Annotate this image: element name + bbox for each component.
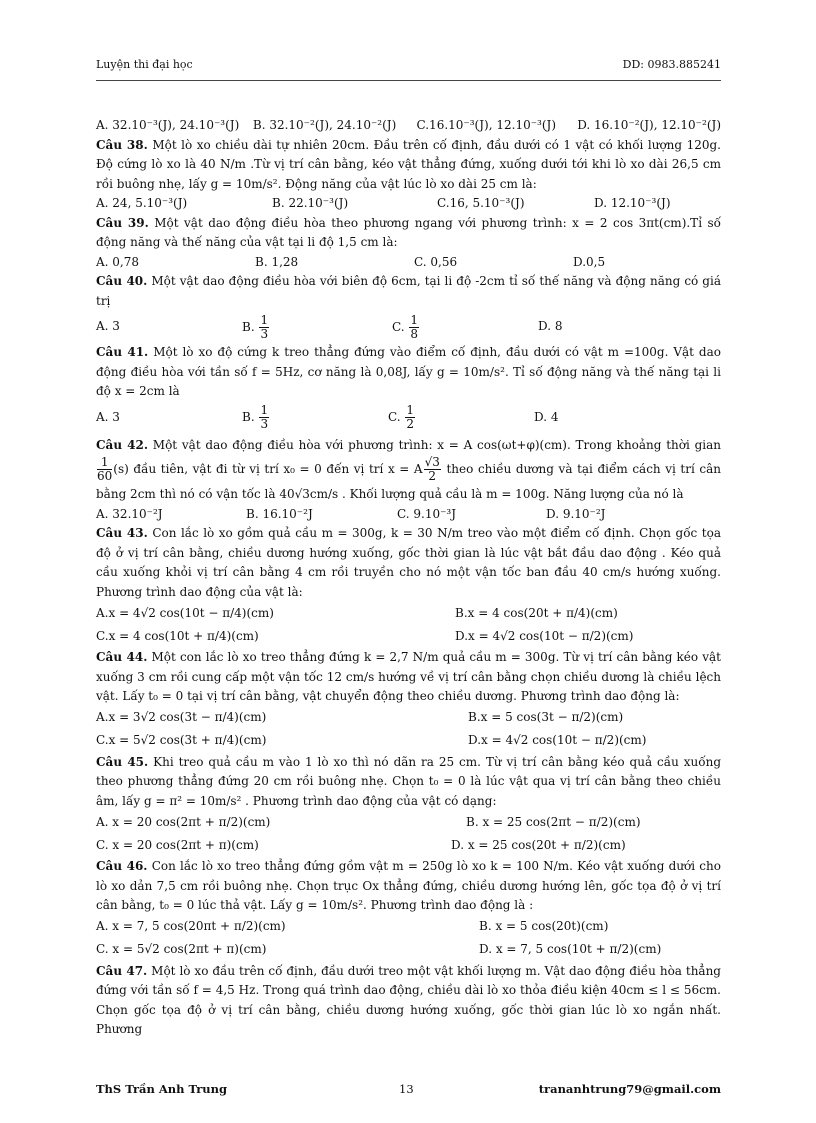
q46-options-row-1 — [96, 916, 721, 939]
q43-options-row-2 — [96, 625, 721, 648]
q40-text: Một vật dao động điều hòa với biên độ 6cm, tại li độ -2cm tỉ số thế năng và động năng có giá trị — [96, 274, 721, 308]
q40-options — [96, 311, 721, 343]
q45-option-c: C. x = 20 cos(2πt + π)(cm) — [96, 837, 259, 852]
q45-options-row-2 — [96, 834, 721, 857]
q40-b-denominator: 3 — [260, 326, 269, 341]
q43-stem — [96, 524, 721, 602]
q42-option-c: C. 9.10⁻³J — [397, 506, 457, 521]
q46-option-a: A. x = 7, 5 cos(20πt + π/2)(cm) — [96, 919, 286, 934]
q40-option-a: A. 3 — [96, 319, 120, 334]
q40-option-b-fraction — [259, 314, 269, 341]
footer-email: trananhtrung79@gmail.com — [538, 1082, 721, 1096]
page-header — [96, 58, 721, 71]
q44-option-b: B.x = 5 cos(3t − π/2)(cm) — [468, 710, 624, 725]
q40-option-b-label: B. — [242, 319, 255, 334]
q38-label: Câu 38. — [96, 137, 148, 152]
q40-option-c-fraction — [409, 314, 419, 341]
q39-option-d: D.0,5 — [573, 254, 606, 269]
q45-option-a: A. x = 20 cos(2πt + π/2)(cm) — [96, 814, 271, 829]
q46-option-d: D. x = 7, 5 cos(10t + π/2)(cm) — [479, 942, 662, 957]
header-left: Luyện thi đại học — [96, 58, 193, 71]
q44-option-a: A.x = 3√2 cos(3t − π/4)(cm) — [96, 710, 267, 725]
page-content — [96, 116, 721, 1040]
q40-c-numerator: 1 — [410, 312, 419, 327]
q37-option-a: A. 32.10⁻³(J), 24.10⁻³(J) — [96, 118, 240, 132]
q42-option-d: D. 9.10⁻²J — [546, 506, 606, 521]
q42-time-unit: (s) — [113, 461, 129, 476]
q42-time-fraction — [97, 456, 112, 483]
q43-label: Câu 43. — [96, 526, 148, 540]
q41-label: Câu 41. — [96, 345, 149, 359]
q44-label: Câu 44. — [96, 650, 148, 664]
q41-b-numerator: 1 — [260, 403, 269, 417]
q41-text: Một lò xo độ cứng k treo thẳng đứng vào điểm cố định, đầu dưới có vật m =100g. Vật dao động điều hòa với tần số f = 5Hz, cơ năng là 0,08J, lấy g = 10m/s². Tỉ số động năng và thế năng tại li độ x = 2cm là — [96, 345, 721, 398]
q42-text-1: Một vật dao động điều hòa với phương trình: x = A cos(ωt+φ)(cm). Trong khoảng thời gian — [152, 437, 721, 452]
q41-b-denominator: 3 — [260, 417, 269, 431]
q39-option-a: A. 0,78 — [96, 254, 140, 269]
q43-option-d: D.x = 4√2 cos(10t − π/2)(cm) — [455, 628, 634, 643]
q46-option-b: B. x = 5 cos(20t)(cm) — [479, 919, 609, 934]
q42-position-numerator: √3 — [424, 454, 440, 469]
q44-stem — [96, 648, 721, 707]
q43-option-b: B.x = 4 cos(20t + π/4)(cm) — [455, 605, 618, 620]
q42-text-2: đầu tiên, vật đi từ vị trí x₀ = 0 đến vị trí x = A — [133, 461, 423, 476]
q38-stem — [96, 136, 721, 195]
q38-option-c: C.16, 5.10⁻³(J) — [437, 196, 525, 210]
q47-label: Câu 47. — [96, 963, 148, 978]
q38-option-d: D. 12.10⁻³(J) — [594, 196, 671, 210]
q37-option-b: B. 32.10⁻²(J), 24.10⁻²(J) — [252, 118, 397, 132]
q45-text: Khi treo quả cầu m vào 1 lò xo thì nó dãn ra 25 cm. Từ vị trí cân bằng kéo quả cầu xuống theo phương thẳng đứng 20 cm rồi buông nhẹ. Chọn t₀ = 0 là lúc vật qua vị trí cân bằng theo chiều âm, lấy g = π² = 10m/s² . Phương trình dao động của vật có dạng: — [96, 754, 722, 808]
q41-c-numerator: 1 — [406, 403, 415, 417]
q42-options — [96, 505, 721, 525]
q40-b-numerator: 1 — [260, 312, 269, 327]
q42-position-fraction — [424, 456, 441, 483]
q39-option-c: C. 0,56 — [414, 254, 458, 269]
q45-option-d: D. x = 25 cos(20t + π/2)(cm) — [451, 837, 626, 852]
q41-option-c-label: C. — [388, 410, 401, 424]
q42-stem — [96, 434, 721, 505]
q41-option-c — [388, 404, 534, 431]
q45-stem — [96, 753, 721, 812]
q42-label: Câu 42. — [96, 437, 149, 452]
q41-option-c-fraction — [405, 404, 415, 431]
q37-option-c: C.16.10⁻³(J), 12.10⁻³(J) — [416, 118, 557, 132]
q41-options — [96, 402, 721, 434]
q40-option-c-label: C. — [392, 319, 405, 334]
q39-label: Câu 39. — [96, 215, 149, 230]
q40-stem — [96, 272, 721, 311]
q47-stem — [96, 962, 721, 1040]
q41-option-b-label: B. — [242, 410, 255, 424]
q41-option-d: D. 4 — [534, 409, 559, 424]
q42-text-3: theo chiều dương và tại điểm cách vị trí cân bằng 2cm thì nó có vận tốc là 40√3cm/s . Khối lượng quả cầu là m = 100g. Năng lượng của nó là — [96, 461, 722, 501]
q40-option-b — [242, 314, 392, 341]
q42-time-numerator: 1 — [97, 456, 112, 470]
q41-option-b — [242, 404, 388, 431]
q45-label: Câu 45. — [96, 754, 149, 769]
q44-text: Một con lắc lò xo treo thẳng đứng k = 2,7 N/m quả cầu m = 300g. Từ vị trí cân bằng kéo vật xuống 3 cm rồi cung cấp một vận tốc 12 cm/s hướng về vị trí cân bằng chọn chiều dương là chiều lệch vật. Lấy t₀ = 0 tại vị trí cân bằng, vật chuyển động theo chiều dương. Phương trình dao động là: — [96, 650, 721, 703]
q38-text: Một lò xo chiều dài tự nhiên 20cm. Đầu trên cố định, đầu dưới có 1 vật có khối lượng 120g. Độ cứng lò xo là 40 N/m .Từ vị trí cân bằng, kéo vật thẳng đứng, xuống dưới tới khi lò xo dài 26,5 cm rồi buông nhẹ, lấy g = 10m/s². Động năng của vật lúc lò xo dài 25 cm là: — [96, 137, 721, 191]
q39-options — [96, 253, 721, 273]
q47-text: Một lò xo đầu trên cố định, đầu dưới treo một vật khối lượng m. Vật dao động điều hòa thẳng đứng với tần số f = 4,5 Hz. Trong quá trình dao động, chiều dài lò xo thỏa điều kiện 40cm ≤ l ≤ 56cm. Chọn gốc tọa độ ở vị trí cân bằng, chiều dương hướng xuống, gốc thời gian lúc lò xo ngắn nhất. Phương — [96, 963, 721, 1036]
q42-option-a: A. 32.10⁻²J — [96, 506, 163, 521]
q39-text: Một vật dao động điều hòa theo phương ngang với phương trình: x = 2 cos 3πt(cm).Tỉ số động năng và thế năng của vật tại li độ 1,5 cm là: — [96, 215, 721, 249]
q44-option-d: D.x = 4√2 cos(10t − π/2)(cm) — [468, 733, 647, 748]
q44-options-row-2 — [96, 730, 721, 753]
header-rule — [96, 80, 721, 81]
q43-option-a: A.x = 4√2 cos(10t − π/4)(cm) — [96, 605, 274, 620]
q42-time-denominator: 60 — [97, 468, 113, 483]
q43-text: Con lắc lò xo gồm quả cầu m = 300g, k = 30 N/m treo vào một điểm cố định. Chọn gốc tọa độ ở vị trí cân bằng, chiều dương hướng xuống, gốc thời gian là lúc vật bắt đầu dao động . Kéo quả cầu xuống khỏi vị trí cân bằng 4 cm rồi truyền cho nó một vận tốc ban đầu 40 cm/s hướng xuống. Phương trình dao động của vật là: — [96, 526, 721, 599]
q43-options-row-1 — [96, 602, 721, 625]
q46-label: Câu 46. — [96, 859, 148, 873]
q37-options — [96, 116, 721, 136]
q46-text: Con lắc lò xo treo thẳng đứng gồm vật m = 250g lò xo k = 100 N/m. Kéo vật xuống dưới cho lò xo dản 7,5 cm rồi buông nhẹ. Chọn trục Ox thẳng đứng, chiều dương hướng lên, gốc tọa độ ở vị trí cân bằng, t₀ = 0 lúc thả vật. Lấy g = 10m/s². Phương trình dao động là : — [96, 859, 721, 912]
q46-options-row-2 — [96, 939, 721, 962]
q41-stem — [96, 343, 721, 402]
q40-option-d: D. 8 — [538, 319, 563, 334]
q41-option-b-fraction — [259, 404, 269, 431]
q39-option-b: B. 1,28 — [255, 254, 299, 269]
q41-option-a: A. 3 — [96, 409, 120, 424]
q38-option-b: B. 22.10⁻³(J) — [272, 196, 349, 210]
q40-option-c — [392, 314, 538, 341]
q38-options — [96, 194, 721, 214]
q46-option-c: C. x = 5√2 cos(2πt + π)(cm) — [96, 942, 267, 957]
q38-option-a: A. 24, 5.10⁻³(J) — [96, 196, 188, 210]
q46-stem — [96, 857, 721, 916]
footer-page-number: 13 — [399, 1082, 414, 1096]
q44-option-c: C.x = 5√2 cos(3t + π/4)(cm) — [96, 733, 267, 748]
q40-label: Câu 40. — [96, 274, 148, 288]
q45-option-b: B. x = 25 cos(2πt − π/2)(cm) — [466, 814, 641, 829]
q40-c-denominator: 8 — [410, 326, 419, 341]
header-right: DD: 0983.885241 — [622, 58, 721, 71]
q45-options-row-1 — [96, 811, 721, 834]
q37-option-d: D. 16.10⁻²(J), 12.10⁻²(J) — [577, 118, 721, 132]
q41-c-denominator: 2 — [406, 417, 415, 431]
q39-stem — [96, 214, 721, 253]
q42-option-b: B. 16.10⁻²J — [246, 506, 313, 521]
q44-options-row-1 — [96, 707, 721, 730]
footer-author: ThS Trần Anh Trung — [96, 1082, 228, 1096]
q43-option-c: C.x = 4 cos(10t + π/4)(cm) — [96, 628, 259, 643]
q42-position-denominator: 2 — [428, 468, 437, 483]
